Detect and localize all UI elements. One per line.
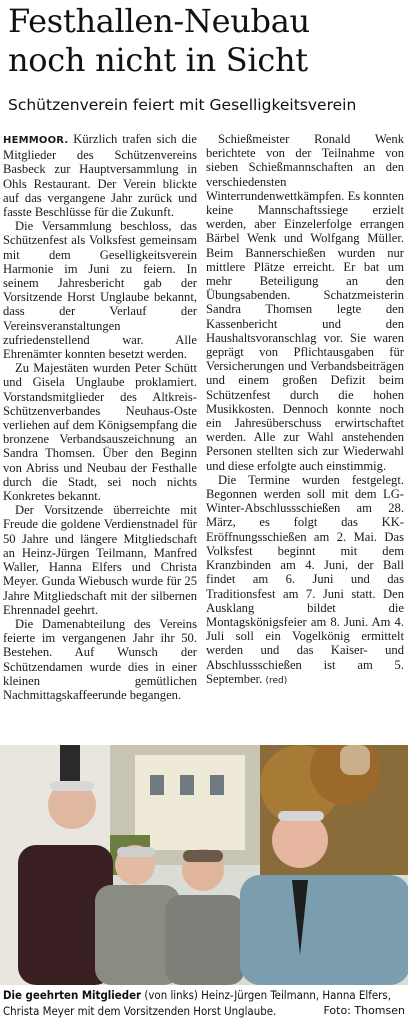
headline — [8, 2, 400, 80]
paragraph-1 — [3, 132, 197, 219]
group-photo — [0, 745, 408, 985]
paragraph-2: Die Versammlung beschloss, das Schützenfest als Volksfest gemeinsam mit dem Geselligkeitsverein Harmonie im Juni zu feiern. In seinem Jahresbericht gab der Vorsitzende Horst Unglaube bekannt, dass der Verlauf der Vereinsveranstaltungen zufriedenstellend war. Alle Ehrenämter konnten besetzt werden. — [3, 219, 197, 362]
dateline: HEMMOOR. — [3, 135, 69, 146]
paragraph-6: Schießmeister Ronald Wenk berichtete von der Teilnahme von sieben Schießmannschaften an den verschiedensten Winterrundenwettkämpfen. Es konnten keine Mannschaftssiege erzielt werden, aber Einzelerfolge errangen Bärbel Wenk und Wolfgang Müller. Beim Bannerschießen wurden nur mittlere Plätze erreicht. Er bat um mehr Beteiligung an den Übungsabenden. Schatzmeisterin Sandra Thomsen legte den Kassenbericht und den Haushaltsvoranschlag vor. Sie waren geprägt von Pflichtausgaben für Versicherungen und Verbandsbeiträgen und einem großen Defizit beim Schützenfest durch die hohen Musikkosten. Dennoch konnte noch ein Jahresüberschuss erwirtschaftet werden. Alle zur Wahl anstehenden Personen stellten sich zur Wiederwahl und diese erfolgte auch einstimmig. — [206, 132, 404, 473]
paragraph-5: Die Damenabteilung des Vereins feierte im vergangenen Jahr ihr 50. Bestehen. Auf Wunsch der Schützendamen wurde dies in einer kleinen gemütlichen Nachmittagskaffeerunde begangen. — [3, 616, 197, 702]
paragraph-1-text: Kürzlich trafen sich die Mitglieder des Schützenvereins Basbeck zur Hauptversammlung in Ohls Restaurant. Der Verein blickte auf das vergangene Jahr zurück und fasste Beschlüsse für die Zukunft. — [3, 132, 197, 220]
article-column-right — [206, 132, 404, 688]
paragraph-7-text: Die Termine wurden festgelegt. Begonnen werden soll mit dem LG-Winter-Abschlussschießen am 28. März, es folgt das KK-Eröffnungsschießen am 2. Mai. Das Volksfest beginnt mit dem Kranzbinden am 4. Juni, der Ball findet am 6. Juni und das Traditionsfest am 7. Juni statt. Den Ausklang bildet die Montagskönigsfeier am 8. Juni. Am 4. Juli soll ein Vogelkönig ermittelt werden und das Kaiser- und Abschlussschießen ist am 5. September. — [206, 472, 404, 686]
subheadline: Schützenverein feiert mit Geselligkeitsverein — [8, 96, 357, 114]
author-signature: (red) — [265, 675, 288, 686]
article-column-left — [3, 132, 197, 702]
photo-caption-title: Die geehrten Mitglieder — [3, 988, 142, 1002]
paragraph-4: Der Vorsitzende überreichte mit Freude die goldene Verdienstnadel für 50 Jahre und längere Mitgliedschaft an Heinz-Jürgen Teilmann, Manfred Waller, Hanna Elfers und Christa Meyer. Gunda Wiebusch wurde für 25 Jahre Mitgliedschaft mit der silbernen Ehrennadel geehrt. — [3, 503, 197, 617]
paragraph-7 — [206, 473, 404, 688]
group-photo-illustration — [0, 745, 408, 985]
paragraph-3: Zu Majestäten wurden Peter Schütt und Gisela Unglaube proklamiert. Vorstandsmitglieder des Altkreis-Schützenverbandes Neuhaus-Oste verliehen auf dem Königsempfang die bronzene Verbandsauszeichnung an Sandra Thomsen. Über den Beginn von Abriss und Neubau der Festhalle durch die Stadt, sei noch nichts Konkretes bekannt. — [3, 361, 197, 504]
headline-line-2: noch nicht in Sicht — [8, 41, 308, 79]
headline-line-1: Festhallen-Neubau — [8, 2, 310, 40]
photo-credit: Foto: Thomsen — [323, 1004, 405, 1017]
photo-caption-text: (von links) Heinz-Jürgen Teilmann, Hanna Elfers, Christa Meyer mit dem Vorsitzenden Horst Unglaube. — [3, 988, 391, 1018]
